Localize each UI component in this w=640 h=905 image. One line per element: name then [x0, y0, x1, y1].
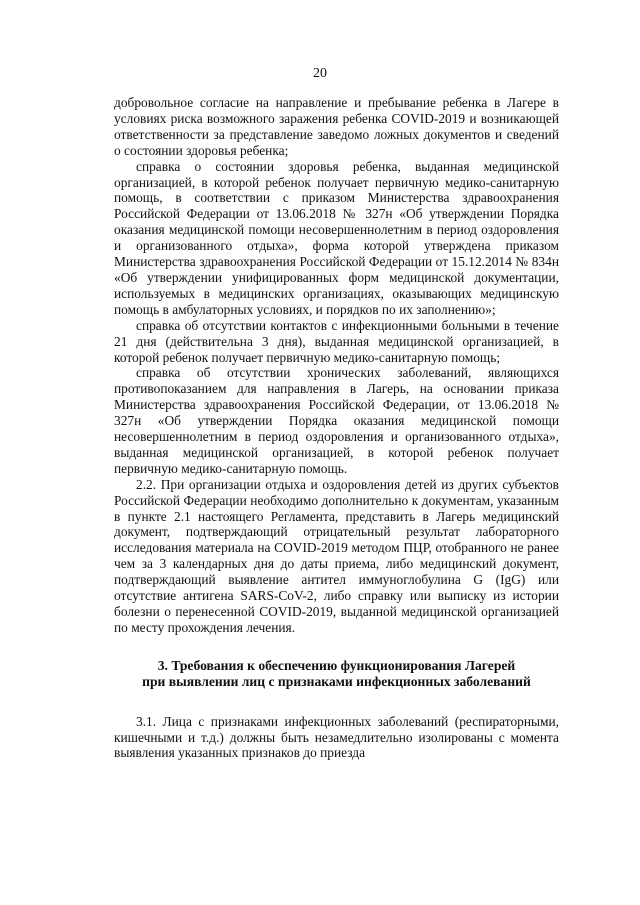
page-number: 20	[313, 66, 327, 81]
document-body	[114, 95, 559, 761]
paragraph-2-2: 2.2. При организации отдыха и оздоровления детей из других субъектов Российской Федерации необходимо дополнительно к документам, указанным в пункте 2.1 настоящего Регламента, представить в Лагерь медицинский документ, подтверждающий отрицательный результат лабораторного исследования материала на COVID-2019 методом ПЦР, отобранного не ранее чем за 3 календарных дня до даты приема, либо медицинский документ, подтверждающий выявление антител иммуноглобулина G (IgG) или отсутствие антигена SARS-CoV-2, либо справку или выписку из истории болезни о перенесенной COVID-2019, выданной медицинской организацией по месту прохождения лечения.	[114, 476, 559, 635]
paragraph-health-certificate: справка о состоянии здоровья ребенка, выданная медицинской организацией, в которой ребенок получает первичную медико-санитарную помощь, в соответствии с приказом Министерства здравоохранения Российской Федерации от 13.06.2018 № 327н «Об утверждении Порядка оказания медицинской помощи несовершеннолетним в период оздоровления и организованного отдыха», форма которой утверждена приказом Министерства здравоохранения Российской Федерации от 15.12.2014 № 834н «Об утверждении унифицированных форм медицинской документации, используемых в медицинских организациях, оказывающих медицинскую помощь в амбулаторных условиях, и порядков по их заполнению»;	[114, 158, 559, 317]
paragraph-consent: добровольное согласие на направление и пребывание ребенка в Лагере в условиях риска возможного заражения ребенка COVID-2019 и возникающей ответственности за представление заведомо ложных документов и сведений о состоянии здоровья ребенка;	[114, 95, 559, 158]
section-heading-line-1: 3. Требования к обеспечению функционирования Лагерей	[157, 657, 516, 673]
paragraph-no-chronic-diseases-certificate: справка об отсутствии хронических заболеваний, являющихся противопоказанием для направления в Лагерь, на основании приказа Министерства здравоохранения Российской Федерации, от 13.06.2018 № 327н «Об утверждении Порядка оказания медицинской помощи несовершеннолетним в период оздоровления и организованного отдыха», выданная медицинской организацией, в которой ребенок получает первичную медико-санитарную помощь.	[114, 365, 559, 476]
section-heading-line-2: при выявлении лиц с признаками инфекционных заболеваний	[142, 673, 531, 689]
paragraph-3-1: 3.1. Лица с признаками инфекционных заболеваний (респираторными, кишечными и т.д.) должны быть незамедлительно изолированы с момента выявления указанных признаков до приезда	[114, 713, 559, 761]
section-heading	[114, 658, 559, 690]
paragraph-no-contacts-certificate: справка об отсутствии контактов с инфекционными больными в течение 21 дня (действительна 3 дня), выданная медицинской организацией, в которой ребенок получает первичную медико-санитарную помощь;	[114, 317, 559, 365]
